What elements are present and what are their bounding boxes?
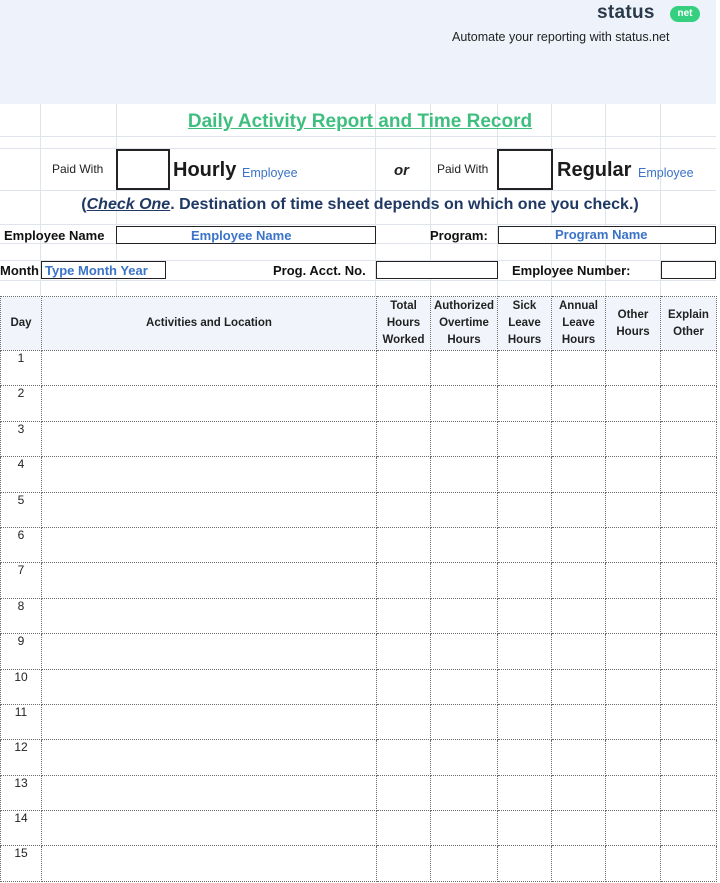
prog-acct-label: Prog. Acct. No. — [273, 263, 366, 278]
other-cell[interactable] — [606, 634, 661, 669]
hourly-checkbox[interactable] — [116, 149, 170, 190]
overtime-cell[interactable] — [431, 351, 498, 386]
paid-with-label-hourly: Paid With — [52, 162, 104, 176]
annual-cell[interactable] — [552, 351, 606, 386]
overtime-cell[interactable] — [431, 563, 498, 598]
table-row — [1, 669, 717, 704]
overtime-cell[interactable] — [431, 598, 498, 633]
total-cell[interactable] — [377, 457, 431, 492]
program-value: Program Name — [555, 227, 648, 242]
explain-cell[interactable] — [661, 846, 717, 881]
other-cell[interactable] — [606, 527, 661, 562]
check-note-open: ( — [81, 196, 87, 213]
time-record-table — [0, 296, 717, 882]
table-row — [1, 775, 717, 810]
total-cell[interactable] — [377, 811, 431, 846]
annual-cell[interactable] — [552, 421, 606, 456]
day-number: 10 — [1, 669, 42, 704]
day-number: 3 — [1, 421, 42, 456]
sick-cell[interactable] — [498, 704, 552, 739]
day-number: 13 — [1, 775, 42, 810]
brand-logo-badge: net — [670, 6, 700, 22]
explain-cell[interactable] — [661, 669, 717, 704]
column-header-line: Explain — [668, 308, 709, 321]
program-label: Program: — [430, 228, 488, 243]
sick-cell[interactable] — [498, 846, 552, 881]
activities-cell[interactable] — [42, 775, 377, 810]
total-cell[interactable] — [377, 351, 431, 386]
overtime-cell[interactable] — [431, 634, 498, 669]
explain-cell[interactable] — [661, 527, 717, 562]
column-header-line: Hours — [616, 325, 650, 338]
annual-cell[interactable] — [552, 846, 606, 881]
gridline — [0, 148, 716, 149]
explain-cell[interactable] — [661, 775, 717, 810]
explain-cell[interactable] — [661, 351, 717, 386]
column-header-line: Overtime — [439, 317, 489, 329]
annual-cell[interactable] — [552, 740, 606, 775]
other-cell[interactable] — [606, 704, 661, 739]
employee-name-label: Employee Name — [4, 228, 105, 243]
activities-cell[interactable] — [42, 563, 377, 598]
employee-name-value: Employee Name — [191, 228, 292, 243]
other-cell[interactable] — [606, 811, 661, 846]
column-header-line: Hours — [561, 334, 596, 346]
day-number: 11 — [1, 704, 42, 739]
sick-cell[interactable] — [498, 634, 552, 669]
annual-cell[interactable] — [552, 492, 606, 527]
page-title: Daily Activity Report and Time Record — [187, 111, 533, 132]
other-cell[interactable] — [606, 492, 661, 527]
gridline — [0, 190, 716, 191]
total-cell[interactable] — [377, 846, 431, 881]
other-cell[interactable] — [606, 421, 661, 456]
column-header-line: Day — [10, 317, 32, 329]
other-cell[interactable] — [606, 598, 661, 633]
column-header-line: Other — [617, 308, 649, 321]
total-cell[interactable] — [377, 704, 431, 739]
overtime-cell[interactable] — [431, 846, 498, 881]
explain-cell[interactable] — [661, 740, 717, 775]
activities-cell[interactable] — [42, 598, 377, 633]
explain-cell[interactable] — [661, 421, 717, 456]
total-cell[interactable] — [377, 598, 431, 633]
sick-cell[interactable] — [498, 563, 552, 598]
brand-logo-text: status — [597, 2, 655, 23]
table-row — [1, 492, 717, 527]
total-cell[interactable] — [377, 527, 431, 562]
paid-with-label-regular: Paid With — [437, 162, 489, 176]
overtime-cell[interactable] — [431, 704, 498, 739]
brand-tagline: Automate your reporting with status.net — [452, 30, 670, 44]
other-cell[interactable] — [606, 775, 661, 810]
table-row — [1, 457, 717, 492]
table-row — [1, 704, 717, 739]
column-header-line: Activities and Location — [146, 317, 272, 329]
employee-number-field[interactable] — [661, 261, 716, 279]
day-number: 6 — [1, 527, 42, 562]
or-label: or — [394, 162, 409, 179]
table-row — [1, 740, 717, 775]
column-header-line: Leave — [508, 317, 541, 329]
other-cell[interactable] — [606, 563, 661, 598]
annual-cell[interactable] — [552, 811, 606, 846]
column-header-line: Annual — [559, 300, 598, 312]
day-number: 1 — [1, 351, 42, 386]
column-header-line: Total — [390, 300, 417, 312]
sick-cell[interactable] — [498, 669, 552, 704]
explain-cell[interactable] — [661, 386, 717, 421]
activities-cell[interactable] — [42, 634, 377, 669]
overtime-cell[interactable] — [431, 386, 498, 421]
explain-cell[interactable] — [661, 704, 717, 739]
sick-cell[interactable] — [498, 740, 552, 775]
sick-cell[interactable] — [498, 811, 552, 846]
total-cell[interactable] — [377, 669, 431, 704]
annual-cell[interactable] — [552, 386, 606, 421]
activities-cell[interactable] — [42, 669, 377, 704]
column-header-explain — [661, 297, 717, 351]
month-field[interactable] — [41, 261, 166, 279]
table-row — [1, 351, 717, 386]
activities-cell[interactable] — [42, 351, 377, 386]
annual-cell[interactable] — [552, 598, 606, 633]
activities-cell[interactable] — [42, 457, 377, 492]
activities-cell[interactable] — [42, 740, 377, 775]
hourly-employee-label: Employee — [242, 166, 298, 180]
table-row — [1, 634, 717, 669]
day-number: 14 — [1, 811, 42, 846]
column-header-line: Sick — [512, 300, 537, 312]
column-header-line: Hours — [386, 317, 421, 329]
program-field[interactable] — [498, 226, 716, 244]
column-header-line: Authorized — [433, 300, 495, 312]
column-header-line: Worked — [382, 334, 425, 346]
gridline — [0, 224, 716, 225]
explain-cell[interactable] — [661, 811, 717, 846]
column-header-other — [606, 297, 661, 351]
explain-cell[interactable] — [661, 598, 717, 633]
overtime-cell[interactable] — [431, 527, 498, 562]
gridline — [0, 280, 716, 281]
total-cell[interactable] — [377, 492, 431, 527]
month-value: Type Month Year — [45, 263, 148, 278]
sick-cell[interactable] — [498, 492, 552, 527]
activities-cell[interactable] — [42, 421, 377, 456]
check-note-text: . Destination of time sheet depends on which one you check.) — [170, 196, 639, 213]
activities-cell[interactable] — [42, 386, 377, 421]
day-number: 5 — [1, 492, 42, 527]
explain-cell[interactable] — [661, 563, 717, 598]
sick-cell[interactable] — [498, 421, 552, 456]
other-cell[interactable] — [606, 386, 661, 421]
hourly-label: Hourly — [173, 159, 237, 181]
table-row — [1, 598, 717, 633]
sick-cell[interactable] — [498, 775, 552, 810]
overtime-cell[interactable] — [431, 492, 498, 527]
activities-cell[interactable] — [42, 846, 377, 881]
overtime-cell[interactable] — [431, 457, 498, 492]
overtime-cell[interactable] — [431, 669, 498, 704]
other-cell[interactable] — [606, 740, 661, 775]
overtime-cell[interactable] — [431, 775, 498, 810]
sick-cell[interactable] — [498, 386, 552, 421]
explain-cell[interactable] — [661, 457, 717, 492]
overtime-cell[interactable] — [431, 421, 498, 456]
day-number: 4 — [1, 457, 42, 492]
month-label: Month — [0, 263, 39, 278]
day-number: 2 — [1, 386, 42, 421]
column-header-line: Hours — [507, 334, 542, 346]
annual-cell[interactable] — [552, 563, 606, 598]
column-header-overtime — [431, 297, 498, 351]
table-body — [1, 351, 717, 882]
sick-cell[interactable] — [498, 351, 552, 386]
gridline — [0, 136, 716, 137]
total-cell[interactable] — [377, 634, 431, 669]
column-header-line: Leave — [562, 317, 595, 329]
total-cell[interactable] — [377, 421, 431, 456]
table-row — [1, 846, 717, 881]
activities-cell[interactable] — [42, 492, 377, 527]
day-number: 7 — [1, 563, 42, 598]
check-one-emphasis: Check One — [86, 196, 171, 213]
day-number: 8 — [1, 598, 42, 633]
other-cell[interactable] — [606, 351, 661, 386]
column-header-annual — [552, 297, 606, 351]
overtime-cell[interactable] — [431, 811, 498, 846]
day-number: 9 — [1, 634, 42, 669]
total-cell[interactable] — [377, 386, 431, 421]
activities-cell[interactable] — [42, 527, 377, 562]
other-cell[interactable] — [606, 846, 661, 881]
activities-cell[interactable] — [42, 811, 377, 846]
column-header-activities — [42, 297, 377, 351]
day-number: 12 — [1, 740, 42, 775]
prog-acct-field[interactable] — [376, 261, 498, 279]
explain-cell[interactable] — [661, 492, 717, 527]
column-header-line: Hours — [447, 334, 481, 346]
employee-name-field[interactable] — [116, 226, 376, 244]
sick-cell[interactable] — [498, 457, 552, 492]
regular-label: Regular — [557, 159, 632, 181]
regular-employee-label: Employee — [638, 166, 694, 180]
annual-cell[interactable] — [552, 634, 606, 669]
check-one-note — [0, 196, 720, 214]
total-cell[interactable] — [377, 775, 431, 810]
column-header-sick — [498, 297, 552, 351]
table-row — [1, 563, 717, 598]
total-cell[interactable] — [377, 740, 431, 775]
activities-cell[interactable] — [42, 704, 377, 739]
annual-cell[interactable] — [552, 704, 606, 739]
table-row — [1, 811, 717, 846]
column-header-total — [377, 297, 431, 351]
total-cell[interactable] — [377, 563, 431, 598]
annual-cell[interactable] — [552, 527, 606, 562]
other-cell[interactable] — [606, 669, 661, 704]
other-cell[interactable] — [606, 457, 661, 492]
annual-cell[interactable] — [552, 775, 606, 810]
employee-number-label: Employee Number: — [512, 263, 631, 278]
annual-cell[interactable] — [552, 457, 606, 492]
annual-cell[interactable] — [552, 669, 606, 704]
table-row — [1, 527, 717, 562]
sick-cell[interactable] — [498, 527, 552, 562]
explain-cell[interactable] — [661, 634, 717, 669]
regular-checkbox[interactable] — [497, 149, 553, 190]
table-row — [1, 386, 717, 421]
table-header-row — [1, 297, 717, 351]
column-header-day — [1, 297, 42, 351]
overtime-cell[interactable] — [431, 740, 498, 775]
table-row — [1, 421, 717, 456]
column-header-line: Other — [673, 325, 704, 338]
sick-cell[interactable] — [498, 598, 552, 633]
day-number: 15 — [1, 846, 42, 881]
